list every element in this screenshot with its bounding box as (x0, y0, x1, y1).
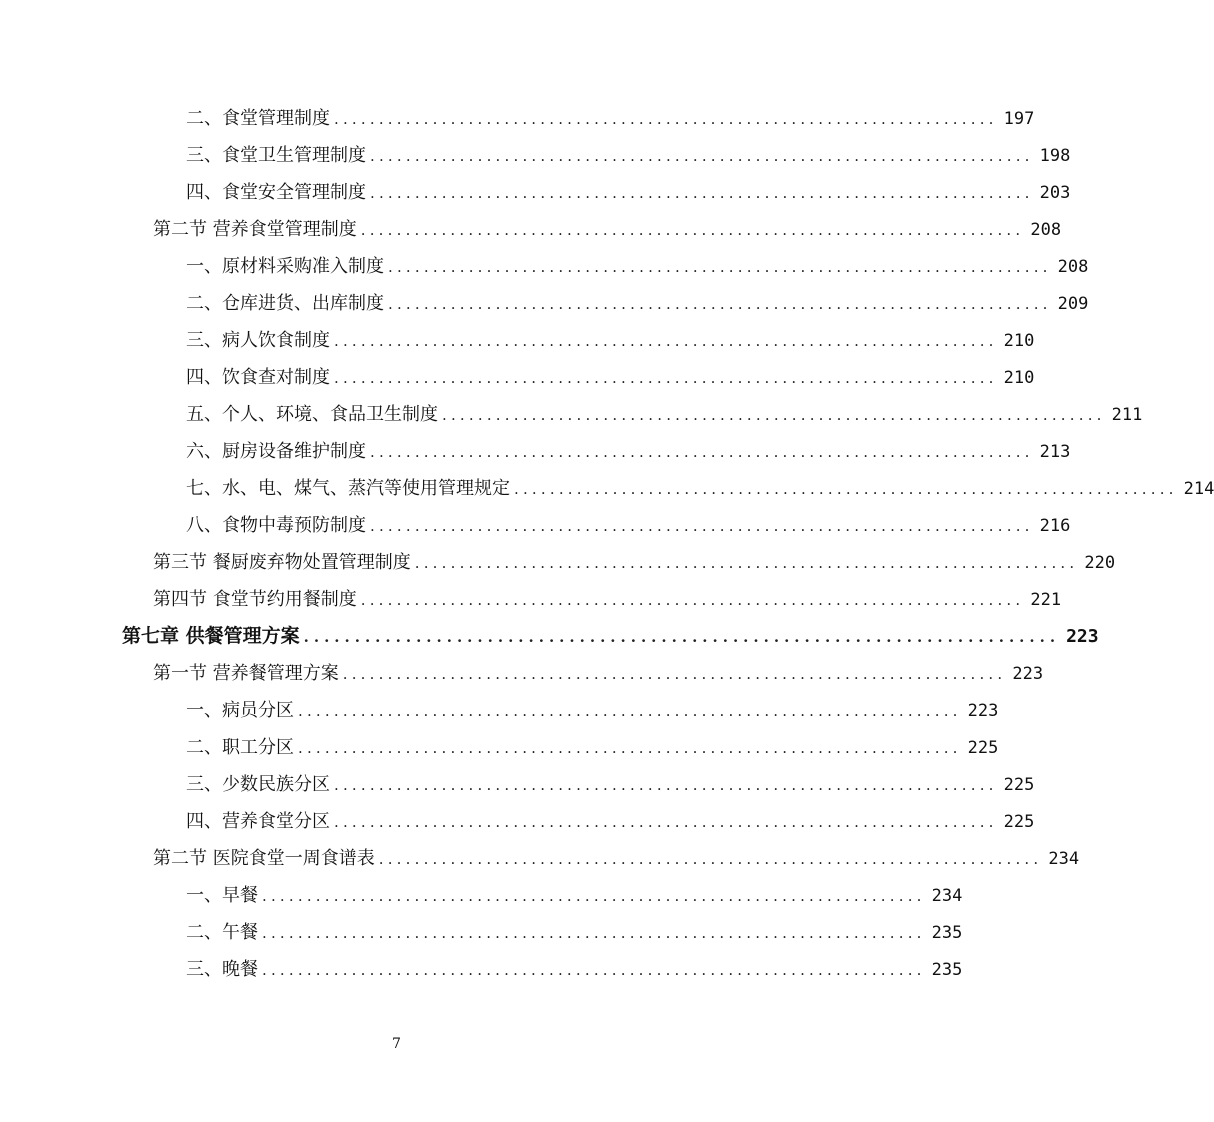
toc-entry[interactable] (186, 137, 1071, 174)
toc-leader-dots: .......................................................................... (334, 813, 998, 831)
toc-entry[interactable] (153, 581, 1062, 618)
toc-entry[interactable] (186, 766, 1035, 803)
toc-entry[interactable] (186, 877, 963, 914)
toc-entry-title: 二、职工分区 (186, 737, 294, 758)
toc-entry-title: 八、食物中毒预防制度 (186, 515, 366, 536)
toc-leader-dots: .......................................................................... (370, 147, 1034, 165)
toc-entry[interactable] (186, 692, 999, 729)
toc-entry-page: 216 (1039, 516, 1071, 536)
toc-entry-title: 三、食堂卫生管理制度 (186, 145, 366, 166)
toc-entry-title: 二、午餐 (186, 922, 258, 943)
toc-entry-title: 第三节 餐厨废弃物处置管理制度 (153, 552, 411, 573)
toc-entry-title: 一、原材料采购准入制度 (186, 256, 384, 277)
toc-entry-title: 三、少数民族分区 (186, 774, 330, 795)
toc-entry[interactable] (186, 470, 1214, 507)
toc-entry-title: 第四节 食堂节约用餐制度 (153, 589, 357, 610)
toc-entry-page: 225 (1003, 812, 1035, 832)
toc-leader-dots: .......................................................................... (360, 591, 1025, 609)
toc-entry-page: 223 (1012, 664, 1044, 684)
toc-entry[interactable] (186, 803, 1035, 840)
page-number: 7 (392, 1036, 401, 1052)
toc-entry-title: 四、食堂安全管理制度 (186, 182, 366, 203)
toc-entry-page: 210 (1003, 331, 1035, 351)
toc-entry[interactable] (153, 655, 1044, 692)
toc-entry-page: 235 (931, 923, 963, 943)
toc-entry-page: 223 (1066, 626, 1099, 647)
toc-entry-page: 211 (1111, 405, 1143, 425)
toc-entry[interactable] (186, 174, 1071, 211)
toc-leader-dots: .......................................................................... (298, 739, 962, 757)
toc-entry-page: 221 (1030, 590, 1062, 610)
toc-entry-title: 第一节 营养餐管理方案 (153, 663, 339, 684)
toc-leader-dots: .......................................................................... (514, 480, 1178, 498)
toc-entry-page: 209 (1057, 294, 1089, 314)
toc-leader-dots: .......................................................................... (298, 702, 962, 720)
toc-entry-title: 二、仓库进货、出库制度 (186, 293, 384, 314)
toc-entry[interactable] (186, 359, 1035, 396)
toc-entry-title: 一、病员分区 (186, 700, 294, 721)
toc-entry-title: 第二节 营养食堂管理制度 (153, 219, 357, 240)
toc-leader-dots: .......................................................................... (334, 332, 998, 350)
toc-entry-page: 225 (967, 738, 999, 758)
toc-entry-title: 四、饮食查对制度 (186, 367, 330, 388)
toc-entry-page: 208 (1030, 220, 1062, 240)
toc-leader-dots: .......................................................................... (414, 554, 1079, 572)
toc-leader-dots: .......................................................................... (262, 961, 926, 979)
toc-entry-page: 213 (1039, 442, 1071, 462)
toc-leader-dots: .......................................................................... (334, 776, 998, 794)
toc-leader-dots: .......................................................................... (262, 887, 926, 905)
toc-entry-title: 五、个人、环境、食品卫生制度 (186, 404, 438, 425)
toc-leader-dots: .......................................................................... (370, 517, 1034, 535)
toc-leader-dots: .......................................................................... (334, 110, 998, 128)
toc-entry-title: 二、食堂管理制度 (186, 108, 330, 129)
toc-entry-page: 208 (1057, 257, 1089, 277)
toc-entry-page: 197 (1003, 109, 1035, 129)
toc-leader-dots: .......................................................................... (388, 295, 1052, 313)
toc-entry[interactable] (186, 396, 1143, 433)
toc-entry[interactable] (153, 544, 1116, 581)
toc-entry-page: 203 (1039, 183, 1071, 203)
toc-entry[interactable] (186, 729, 999, 766)
toc-leader-dots: .......................................................................... (388, 258, 1052, 276)
toc-leader-dots: .......................................................................... (378, 850, 1043, 868)
toc-entry-page: 198 (1039, 146, 1071, 166)
toc-entry-title: 一、早餐 (186, 885, 258, 906)
toc-entry[interactable] (186, 248, 1089, 285)
toc-entry[interactable] (186, 433, 1071, 470)
toc-entry-title: 三、病人饮食制度 (186, 330, 330, 351)
toc-leader-dots: .......................................................................... (370, 184, 1034, 202)
toc-leader-dots: .......................................................................... (342, 665, 1007, 683)
toc-entry-page: 235 (931, 960, 963, 980)
toc-entry[interactable] (186, 951, 963, 988)
toc-entry-page: 223 (967, 701, 999, 721)
toc-entry-title: 七、水、电、煤气、蒸汽等使用管理规定 (186, 478, 510, 499)
toc-entry-page: 234 (931, 886, 963, 906)
toc-entry-title: 三、晚餐 (186, 959, 258, 980)
toc-entry[interactable] (153, 211, 1062, 248)
toc-entry-title: 第二节 医院食堂一周食谱表 (153, 848, 375, 869)
toc-entry-page: 225 (1003, 775, 1035, 795)
toc-entry-title: 第七章 供餐管理方案 (122, 625, 300, 647)
toc-leader-dots: .......................................................................... (262, 924, 926, 942)
toc-entry-page: 210 (1003, 368, 1035, 388)
toc-entry-page: 234 (1048, 849, 1080, 869)
toc-leader-dots: .......................................................................... (303, 628, 1061, 646)
toc-leader-dots: .......................................................................... (360, 221, 1025, 239)
toc-entry-title: 四、营养食堂分区 (186, 811, 330, 832)
toc-entry-page: 214 (1183, 479, 1214, 499)
toc-leader-dots: .......................................................................... (334, 369, 998, 387)
toc-entry[interactable] (186, 322, 1035, 359)
toc-entry[interactable] (186, 100, 1035, 137)
toc-chapter-entry[interactable] (122, 618, 1099, 655)
toc-entry[interactable] (186, 285, 1089, 322)
toc-entry[interactable] (186, 914, 963, 951)
toc-entry[interactable] (186, 507, 1071, 544)
toc-entry-title: 六、厨房设备维护制度 (186, 441, 366, 462)
toc-leader-dots: .......................................................................... (442, 406, 1106, 424)
toc-leader-dots: .......................................................................... (370, 443, 1034, 461)
toc-entry-page: 220 (1084, 553, 1116, 573)
toc-entry[interactable] (153, 840, 1080, 877)
